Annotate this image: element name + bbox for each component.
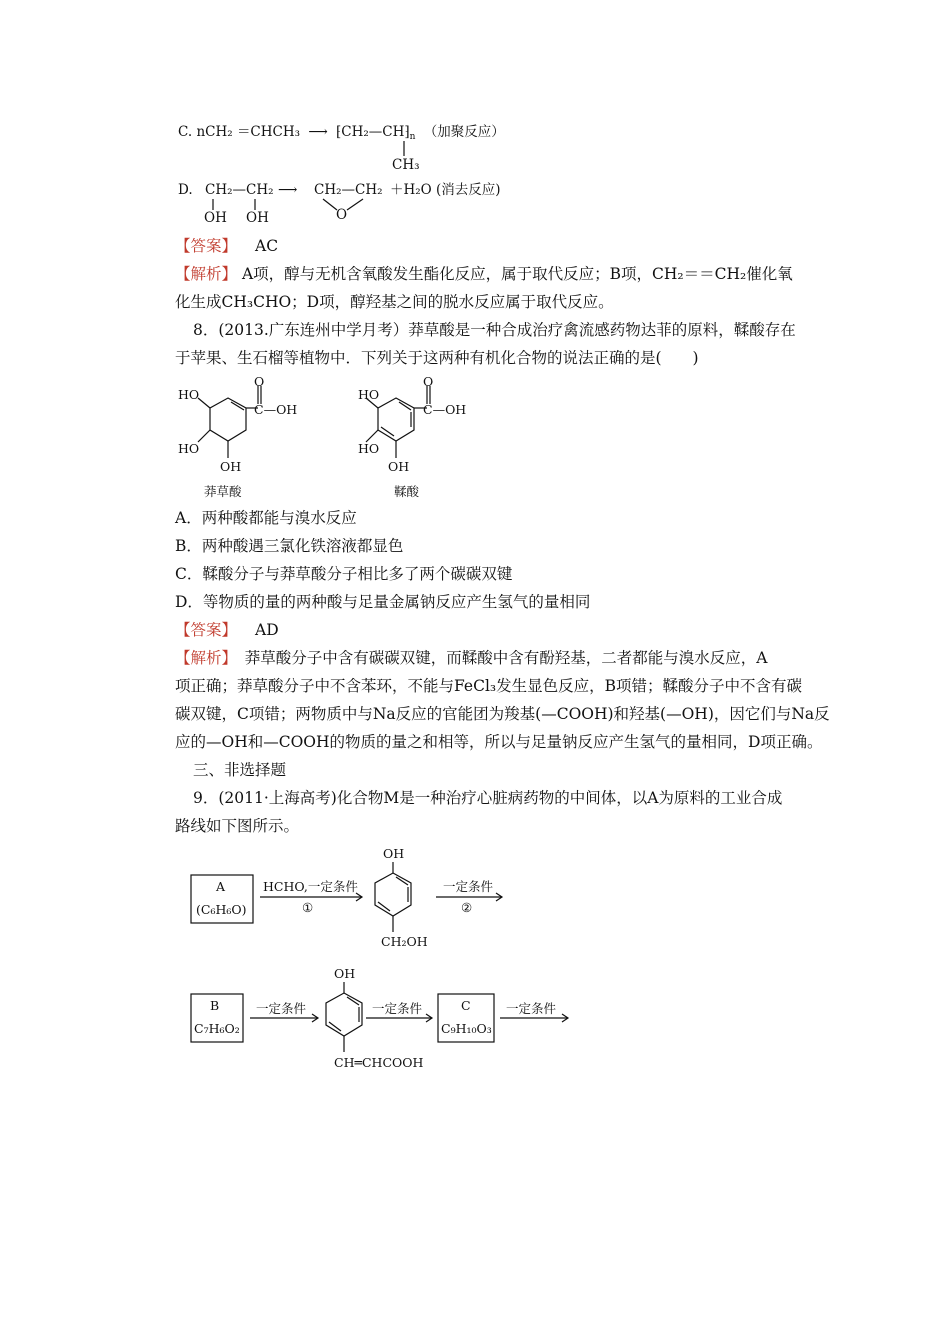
option-c-methyl: CH₃ bbox=[392, 157, 420, 173]
shikimic-oh: OH bbox=[220, 459, 242, 474]
option-d-reactant: CH₂—CH₂ bbox=[205, 182, 274, 198]
option-c-product: ⁅CH₂—CH⁆ bbox=[336, 124, 410, 140]
option-d-oh-1: OH bbox=[204, 210, 227, 226]
box-a-formula: (C₆H₆O) bbox=[196, 902, 247, 917]
option-d-oh-2: OH bbox=[246, 210, 269, 226]
step-3-reagent: 一定条件 bbox=[256, 1001, 307, 1016]
box-a-label: A bbox=[216, 879, 226, 894]
box-b-label: B bbox=[210, 998, 220, 1013]
section-heading: 三、非选择题 bbox=[193, 761, 287, 779]
intermediate-1-ring bbox=[375, 873, 411, 916]
q8-answer-value: AD bbox=[255, 621, 279, 639]
shikimic-ho-bottom: HO bbox=[178, 441, 200, 456]
option-d-arrow: ⟶ bbox=[278, 182, 298, 198]
q8-analysis-line-2: 项正确；莽草酸分子中不含苯环，不能与FeCl₃发生显色反应，B项错；鞣酸分子中不含有碳 bbox=[175, 677, 803, 695]
q8-stem-line-1: 8．(2013.广东连州中学月考）莽草酸是一种合成治疗禽流感药物达菲的原料，鞣酸存在 bbox=[193, 321, 796, 339]
q8-answer-tag: 【答案】 bbox=[175, 621, 238, 639]
gallic-cooh: C—OH bbox=[423, 402, 467, 417]
option-d-letter: D. bbox=[178, 182, 193, 198]
q8-option-a: A．两种酸都能与溴水反应 bbox=[175, 509, 357, 527]
option-d-product: CH₂—CH₂ bbox=[314, 182, 383, 198]
q8-analysis-line-3: 碳双键，C项错；两物质中与Na反应的官能团为羧基(—COOH)和羟基(—OH)，因它们与Na反 bbox=[175, 705, 830, 723]
step-2-reagent: 一定条件 bbox=[443, 879, 494, 894]
option-d-water: ＋H₂O bbox=[390, 182, 432, 198]
option-d-type: (消去反应) bbox=[436, 182, 501, 198]
q7-analysis-text-1: A项，醇与无机含氧酸发生酯化反应，属于取代反应；B项，CH₂＝＝CH₂催化氧 bbox=[237, 265, 793, 283]
q8-stem-line-2: 于苹果、生石榴等植物中．下列关于这两种有机化合物的说法正确的是( ) bbox=[175, 349, 699, 367]
option-c-arrow: ⟶ bbox=[308, 124, 328, 140]
q8-analysis-tag: 【解析】 bbox=[175, 649, 230, 667]
gallic-name: 鞣酸 bbox=[394, 484, 420, 499]
q7-analysis-line-2: 化生成CH₃CHO；D项，醇羟基之间的脱水反应属于取代反应。 bbox=[175, 293, 614, 311]
step-5-reagent: 一定条件 bbox=[506, 1001, 557, 1016]
intermediate-2-side-chain: CH═CHCOOH bbox=[334, 1055, 424, 1070]
box-b-formula: C₇H₆O₂ bbox=[194, 1021, 240, 1036]
gallic-ho-bottom: HO bbox=[358, 441, 380, 456]
option-c-type: （加聚反应） bbox=[423, 124, 505, 140]
q9-stem-line-2: 路线如下图所示。 bbox=[175, 817, 300, 835]
q7-answer-tag: 【答案】 bbox=[175, 237, 238, 255]
intermediate-1-oh: OH bbox=[383, 846, 405, 861]
q7-answer-value: AC bbox=[255, 237, 279, 255]
shikimic-ho-top: HO bbox=[178, 387, 200, 402]
q8-option-d: D．等物质的量的两种酸与足量金属钠反应产生氢气的量相同 bbox=[175, 593, 591, 611]
q7-analysis-tag: 【解析】 bbox=[175, 265, 238, 283]
option-c-reactant: nCH₂ ＝CHCH₃ bbox=[196, 124, 301, 140]
gallic-ho-top: HO bbox=[358, 387, 380, 402]
intermediate-2-ring bbox=[326, 993, 362, 1036]
option-c-n: n bbox=[409, 132, 416, 142]
step-2-number: ② bbox=[461, 900, 473, 915]
q8-analysis-text-1: 莽草酸分子中含有碳碳双键，而鞣酸中含有酚羟基，二者都能与溴水反应，A bbox=[229, 649, 768, 667]
q8-analysis-line-4: 应的—OH和—COOH的物质的量之和相等，所以与足量钠反应产生氢气的量相同，D项正确。 bbox=[175, 733, 823, 751]
step-1-reagent: HCHO,一定条件 bbox=[263, 879, 358, 894]
option-d-epoxide-o: O bbox=[336, 207, 348, 223]
q8-option-c: C．鞣酸分子与莽草酸分子相比多了两个碳碳双键 bbox=[175, 565, 513, 583]
box-c-formula: C₉H₁₀O₃ bbox=[441, 1021, 492, 1036]
step-4-reagent: 一定条件 bbox=[372, 1001, 423, 1016]
intermediate-2-oh: OH bbox=[334, 966, 356, 981]
gallic-carbonyl-o: O bbox=[423, 374, 434, 389]
option-c-letter: C. bbox=[178, 124, 197, 140]
step-1-number: ① bbox=[302, 900, 314, 915]
shikimic-cooh: C—OH bbox=[254, 402, 298, 417]
gallic-oh: OH bbox=[388, 459, 410, 474]
q9-stem-line-1: 9．(2011·上海高考)化合物M是一种治疗心脏病药物的中间体，以A为原料的工业合成 bbox=[193, 789, 783, 807]
q8-option-b: B．两种酸遇三氯化铁溶液都显色 bbox=[175, 537, 404, 555]
box-c-label: C bbox=[461, 998, 471, 1013]
shikimic-carbonyl-o: O bbox=[254, 374, 265, 389]
intermediate-1-ch2oh: CH₂OH bbox=[381, 934, 428, 949]
shikimic-name: 莽草酸 bbox=[204, 484, 242, 499]
